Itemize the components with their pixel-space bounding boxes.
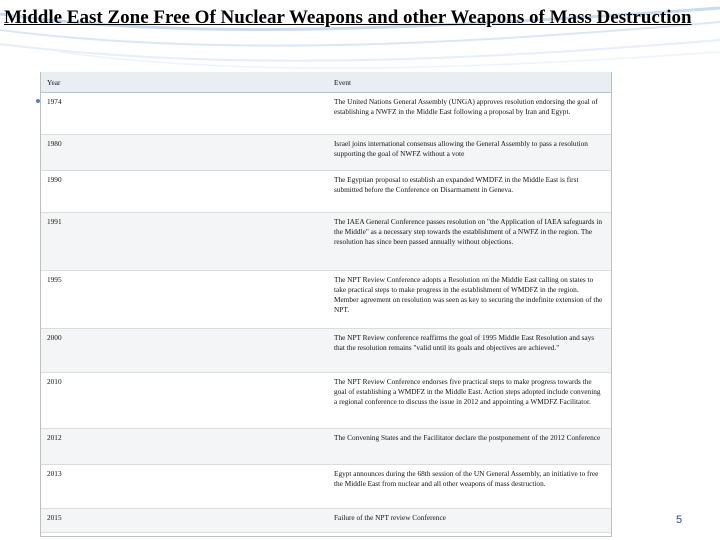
event-cell: The Convening States and the Facilitator declare the postponement of the 2012 Conference [328,428,611,464]
table-row [41,134,611,170]
event-cell: The NPT Review Conference endorses five practical steps to make progress towards the goal of establishing a WMDFZ in the Middle East. Action steps adopted include convening a regional conference to discuss the issue in 2012 and appointing a WMDFZ Facilitator. [328,372,611,428]
year-cell: 2010 [41,372,328,428]
column-header-event: Event [328,72,611,92]
timeline-table [40,72,612,537]
table-header-row [41,72,611,92]
table-row [41,428,611,464]
table-row [41,328,611,372]
table-row [41,170,611,212]
event-cell: The Egyptian proposal to establish an expanded WMDFZ in the Middle East is first submitted before the Conference on Disarmament in Geneva. [328,170,611,212]
year-cell: 1990 [41,170,328,212]
table-row [41,92,611,134]
table-row [41,212,611,270]
event-cell: Egypt announces during the 68th session of the UN General Assembly, an initiative to free the Middle East from nuclear and all other weapons of mass destruction. [328,464,611,508]
event-cell: The NPT Review conference reaffirms the goal of 1995 Middle East Resolution and says that the resolution remains "valid until its goals and objectives are achieved." [328,328,611,372]
slide-number: 5 [676,514,683,526]
event-cell: The IAEA General Conference passes resolution on "the Application of IAEA safeguards in the Middle" as a necessary step towards the establishment of a NWFZ in the region. The resolution has since been passed annually without objections. [328,212,611,270]
table-row [41,270,611,328]
year-cell: 1991 [41,212,328,270]
table-row [41,508,611,532]
event-cell: The United Nations General Assembly (UNGA) approves resolution endorsing the goal of establishing a NWFZ in the Middle East following a proposal by Iran and Egypt. [328,92,611,134]
year-cell: 2015 [41,508,328,532]
event-cell: The NPT Review Conference adopts a Resolution on the Middle East calling on states to take practical steps to make progress in the establishment of WMDFZ in the region. Member agreement on resolution was seen as key to securing the indefinite extension of the NPT. [328,270,611,328]
event-cell: Israel joins international consensus allowing the General Assembly to pass a resolution supporting the goal of NWFZ without a vote [328,134,611,170]
year-cell: 2013 [41,464,328,508]
year-cell: 1995 [41,270,328,328]
year-cell: 1980 [41,134,328,170]
event-cell: Failure of the NPT review Conference [328,508,611,532]
year-cell: 2000 [41,328,328,372]
column-header-year: Year [41,72,328,92]
table-row [41,464,611,508]
table-row [41,372,611,428]
page-title: Middle East Zone Free Of Nuclear Weapons and other Weapons of Mass Destruction [4,7,692,28]
year-cell: 2012 [41,428,328,464]
year-cell: 1974 [41,92,328,134]
